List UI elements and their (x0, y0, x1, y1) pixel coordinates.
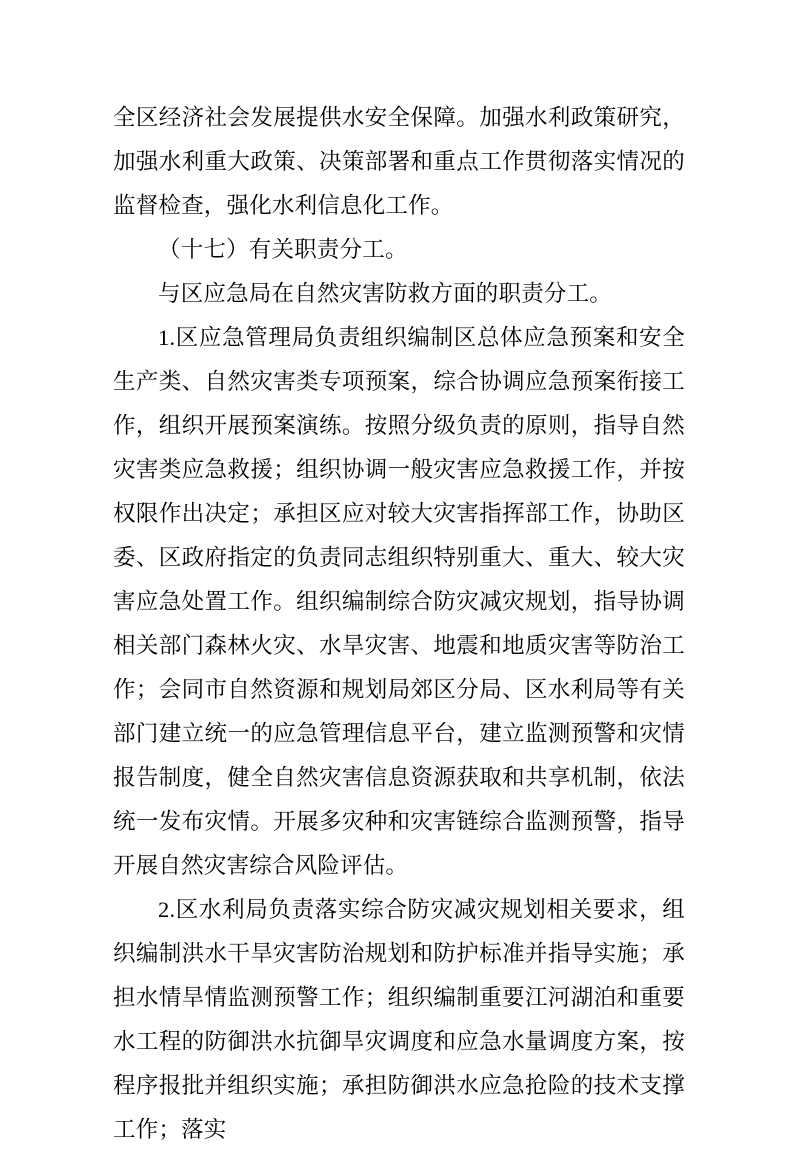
paragraph-item-2: 2.区水利局负责落实综合防灾减灾规划相关要求，组织编制洪水干旱灾害防治规划和防护标准并指导实施；承担水情旱情监测预警工作；组织编制重要江河湖泊和重要水工程的防御洪水抗御旱灾调度和应急水量调度方案，按程序报批并组织实施；承担防御洪水应急抢险的技术支撑工作；落实 (113, 897, 685, 1142)
paragraph-section-heading: （十七）有关职责分工。 (158, 237, 408, 262)
paragraph-continuation: 全区经济社会发展提供水安全保障。加强水利政策研究，加强水利重大政策、决策部署和重点工作贯彻落实情况的监督检查，强化水利信息化工作。 (113, 105, 685, 218)
document-body (113, 96, 685, 1152)
paragraph-subheading: 与区应急局在自然灾害防救方面的职责分工。 (158, 281, 613, 306)
paragraph-item-1: 1.区应急管理局负责组织编制区总体应急预案和安全生产类、自然灾害类专项预案，综合协调应急预案衔接工作，组织开展预案演练。按照分级负责的原则，指导自然灾害类应急救援；组织协调一般灾害应急救援工作，并按权限作出决定；承担区应对较大灾害指挥部工作，协助区委、区政府指定的负责同志组织特别重大、重大、较大灾害应急处置工作。组织编制综合防灾减灾规划，指导协调相关部门森林火灾、水旱灾害、地震和地质灾害等防治工作；会同市自然资源和规划局郊区分局、区水利局等有关部门建立统一的应急管理信息平台，建立监测预警和灾情报告制度，健全自然灾害信息资源获取和共享机制，依法统一发布灾情。开展多灾种和灾害链综合监测预警，指导开展自然灾害综合风险评估。 (113, 325, 685, 878)
